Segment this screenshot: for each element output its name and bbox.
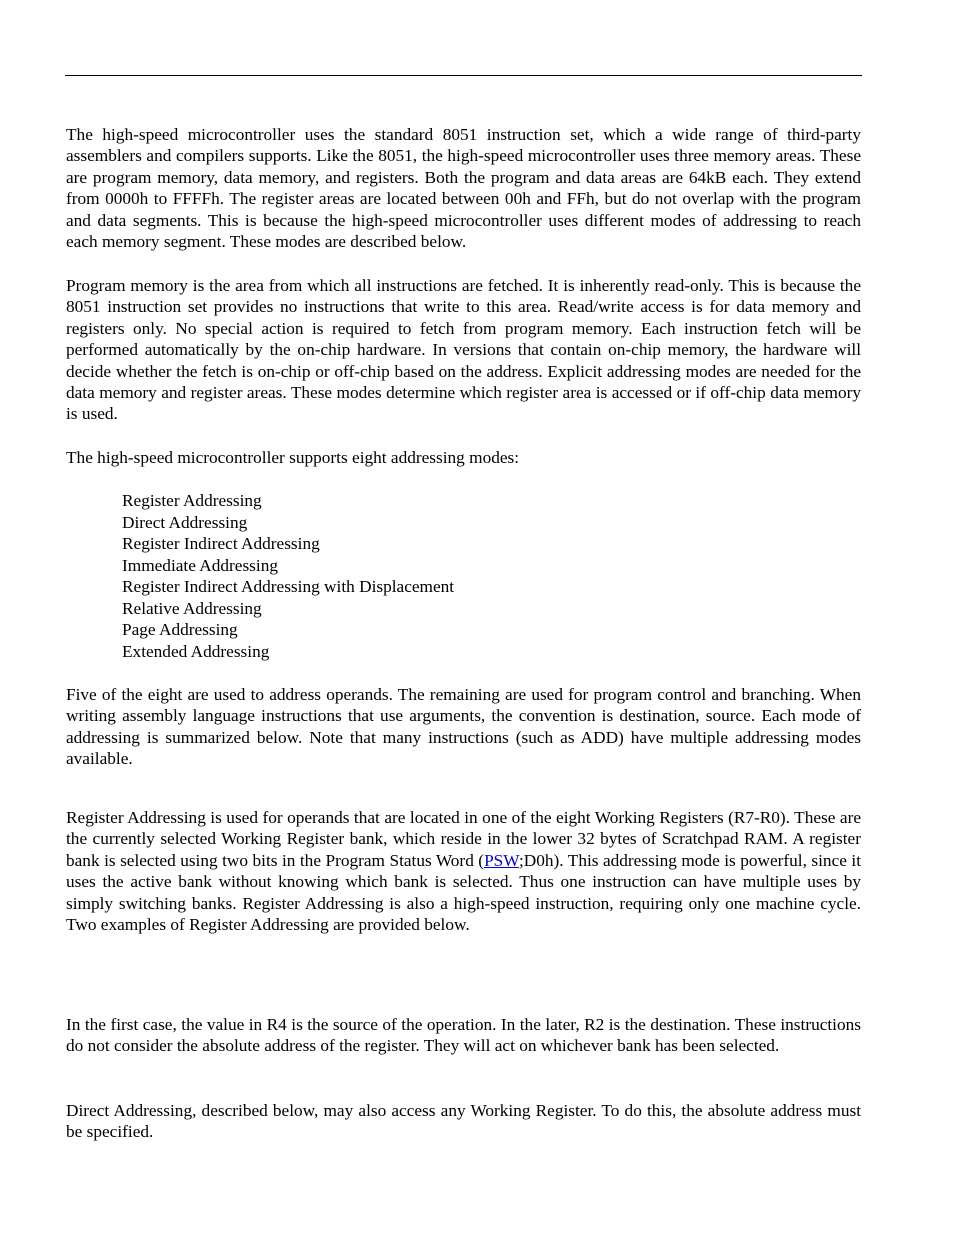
header-rule [65, 75, 862, 76]
addressing-modes-list [122, 490, 454, 662]
list-item: Page Addressing [122, 620, 238, 639]
register-addressing-text-start: Register Addressing is used for operands that are located in one of the eight Working Registers (R7-R0). These are the currently selected Working Register bank, which reside in the lower 32 bytes of Scratchpad RAM. A register bank is selected using two bits in the Program Status Word ( [66, 808, 861, 870]
intro-paragraph: The high-speed microcontroller uses the standard 8051 instruction set, which a wide range of third-party assemblers and compilers supports. Like the 8051, the high-speed microcontroller uses three memory areas. These are program memory, data memory, and registers. Both the program and data areas are 64kB each. They extend from 0000h to FFFFh. The register areas are located between 00h and FFh, but do not overlap with the program and data segments. This is because the high-speed microcontroller uses different modes of addressing to reach each memory segment. These modes are described below. [66, 125, 861, 252]
list-item: Register Indirect Addressing with Displacement [122, 577, 455, 596]
program-memory-paragraph: Program memory is the area from which all instructions are fetched. It is inherently read-only. This is because the 8051 instruction set provides no instructions that write to this area. Read/write access is for data memory and registers only. No special action is required to fetch from program memory. Each instruction fetch will be performed automatically by the on-chip hardware. In versions that contain on-chip memory, the hardware will decide whether the fetch is on-chip or off-chip based on the address. Explicit addressing modes are needed for the data memory and register areas. These modes determine which register area is accessed or if off-chip data memory is used. [66, 276, 861, 424]
list-item: Register Indirect Addressing [122, 534, 320, 553]
list-item: Relative Addressing [122, 598, 262, 618]
register-addressing-paragraph [66, 807, 861, 935]
list-item: Extended Addressing [122, 641, 270, 661]
register-examples-paragraph: In the first case, the value in R4 is the source of the operation. In the later, R2 is the destination. These instructions do not consider the absolute address of the register. They will act on whichever bank has been selected. [66, 1015, 861, 1056]
direct-addressing-paragraph: Direct Addressing, described below, may also access any Working Register. To do this, the absolute address must be specified. [66, 1101, 861, 1142]
operands-paragraph: Five of the eight are used to address operands. The remaining are used for program control and branching. When writing assembly language instructions that use arguments, the convention is destination, source. Each mode of addressing is summarized below. Note that many instructions (such as ADD) have multiple addressing modes available. [66, 685, 861, 769]
modes-intro-paragraph: The high-speed microcontroller supports eight addressing modes: [66, 448, 520, 467]
psw-link[interactable]: PSW [484, 850, 519, 870]
list-item: Direct Addressing [122, 512, 248, 532]
list-item: Immediate Addressing [122, 555, 278, 575]
register-addressing-text-end: ;D0h). This addressing mode is powerful, since it uses the active bank without knowing which bank is selected. Thus one instruction can have multiple uses by simply switching banks. Register Addressing is also a high-speed instruction, requiring only one machine cycle. Two examples of Register Addressing are provided below. [66, 850, 861, 935]
list-item: Register Addressing [122, 491, 262, 510]
